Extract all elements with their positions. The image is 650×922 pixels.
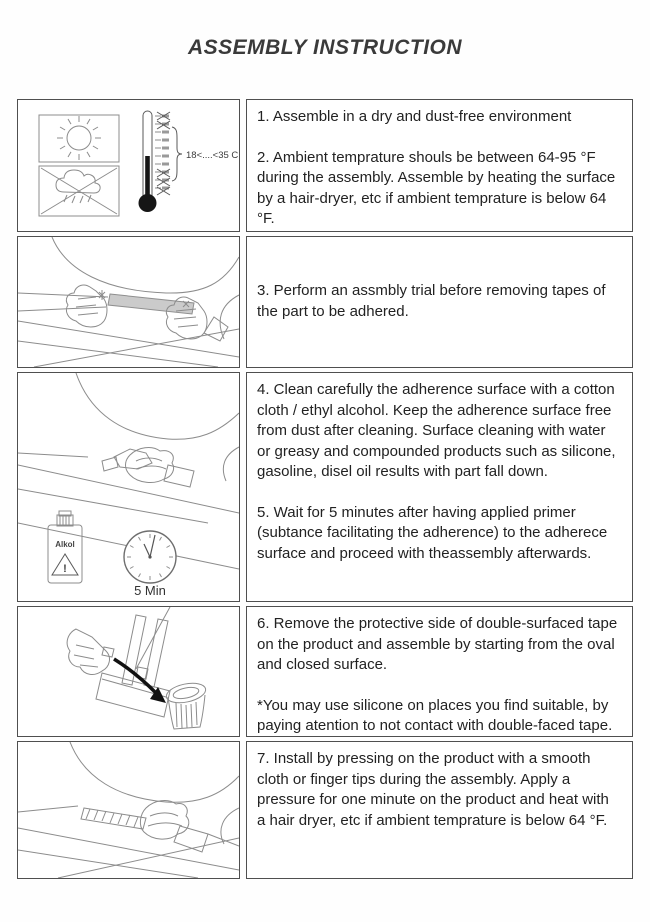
alcohol-bottle-icon: [48, 511, 82, 583]
instruction-text-2: [246, 236, 633, 368]
instruction-row-4: [17, 606, 633, 737]
warning-exclamation: !: [63, 563, 67, 575]
illustration-cleaning: [17, 372, 240, 602]
instruction-paragraph: 4. Clean carefully the adherence surface with a cotton cloth / ethyl alcohol. Keep the adherence surface free from dust after cleaning. Surface cleaning with water or greasy and compounded products such as silicone, gasoline, disel oil results with part fall down.: [257, 381, 616, 480]
trash-can-icon: [165, 680, 208, 729]
no-rain-icon: [39, 166, 119, 216]
instruction-paragraph: 6. Remove the protective side of double-surfaced tape on the product and assemble by starting from the oval and closed surface.: [257, 615, 618, 673]
thermometer-icon: [139, 111, 183, 212]
illustration-climate: [17, 99, 240, 232]
instruction-row-1: [17, 99, 633, 232]
instruction-row-2: [17, 236, 633, 368]
wiping-hand-icon: [126, 448, 195, 487]
illustration-trial-fit: [17, 236, 240, 368]
instruction-paragraph: 1. Assemble in a dry and dust-free environment: [257, 108, 572, 125]
hatched-strip: [81, 808, 146, 829]
instruction-paragraph: 5. Wait for 5 minutes after having applied primer (subtance facilitating the adherence) to the adherece surface and proceed with theassembly afterwards.: [257, 503, 608, 562]
clock-label: 5 Min: [134, 583, 166, 598]
instruction-note: *You may use silicone on places you find suitable, by paying atention to not contact with double-faced tape.: [257, 696, 613, 734]
instruction-text-3: [246, 372, 633, 602]
page-title: ASSEMBLY INSTRUCTION: [187, 36, 463, 59]
thermometer-range-label: 18<....<35 C: [186, 150, 239, 161]
instruction-paragraph: 7. Install by pressing on the product with a smooth cloth or finger tips during the assembly. Apply a pressure for one minute on the product and heat with a hair dryer, etc if ambient temprature is below 64 °F.: [257, 750, 609, 829]
pressing-hand-icon: [140, 801, 239, 852]
instruction-row-3: [17, 372, 633, 602]
instruction-paragraph: 3. Perform an assmbly trial before removing tapes of the part to be adhered.: [257, 282, 606, 320]
remove-tape-illustration-svg: [18, 607, 239, 736]
sun-icon: [39, 115, 119, 162]
clock-icon: [124, 531, 176, 598]
instruction-text-4: [246, 606, 633, 737]
instruction-row-5: [17, 741, 633, 879]
peeling-hand-icon: [67, 629, 114, 674]
left-hand-icon: [66, 285, 107, 327]
instruction-text-5: [246, 741, 633, 879]
bottle-label: Alkol: [55, 540, 75, 549]
press-illustration-svg: [18, 742, 239, 878]
climate-illustration-svg: [18, 100, 239, 231]
instruction-text-1: [246, 99, 633, 232]
trial-fit-illustration-svg: [18, 237, 239, 367]
illustration-press: [17, 741, 240, 879]
cleaning-illustration-svg: [18, 373, 239, 601]
backing-strip: [144, 619, 168, 687]
instruction-paragraph: 2. Ambient temprature shouls be between 64-95 °F during the assembly. Assemble by heating the surface by a hair-dryer, etc if ambient temprature is below 64 °F.: [257, 148, 616, 227]
illustration-remove-tape: [17, 606, 240, 737]
